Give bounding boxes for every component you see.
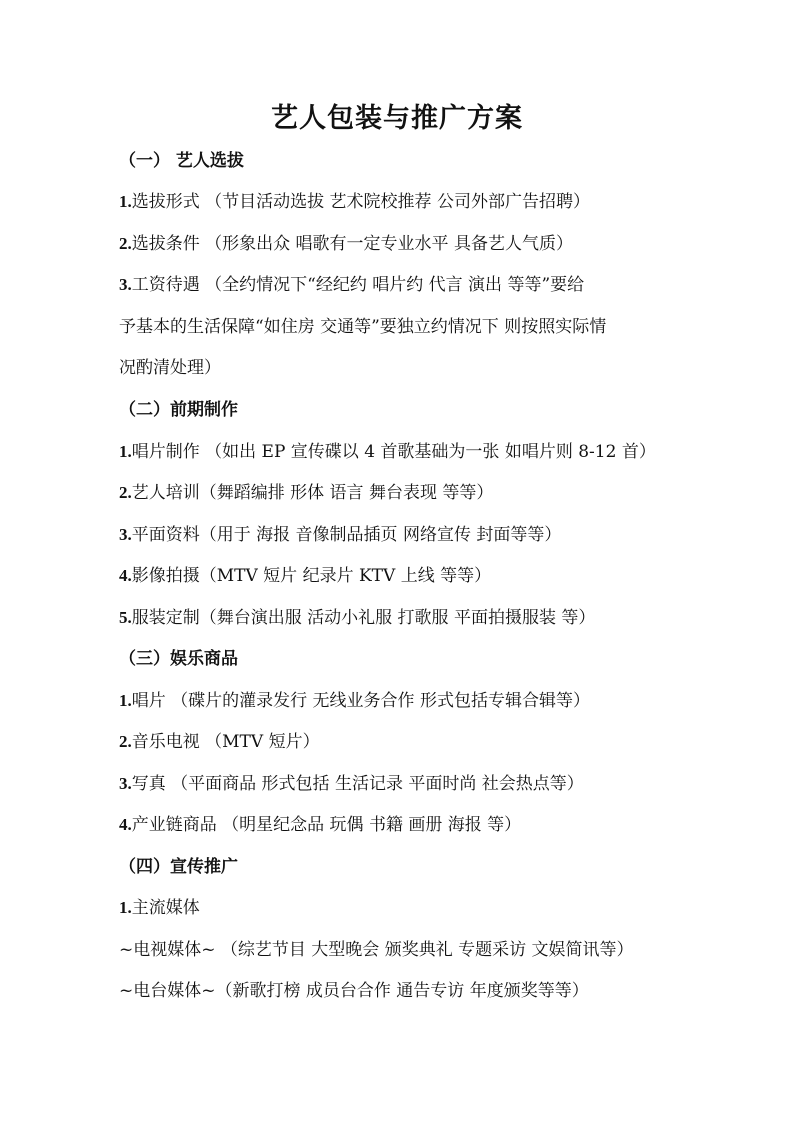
- section-heading-3: （三）娱乐商品: [119, 649, 238, 669]
- document-title: 艺人包装与推广方案: [271, 103, 523, 134]
- item-text: 选拔形式 （节目活动选拔 艺术院校推荐 公司外部广告招聘）: [131, 192, 590, 212]
- item-text: 唱片制作 （如出 EP 宣传碟以 4 首歌基础为一张 如唱片则 8-12 首）: [131, 442, 656, 462]
- list-item: [119, 232, 694, 256]
- item-text: 主流媒体: [131, 898, 200, 918]
- list-item: [119, 772, 694, 796]
- item-text: 选拔条件 （形象出众 唱歌有一定专业水平 具备艺人气质）: [131, 234, 573, 254]
- item-text: 音乐电视 （MTV 短片）: [131, 732, 320, 752]
- item-text: 产业链商品 （明星纪念品 玩偶 书籍 画册 海报 等）: [131, 815, 522, 835]
- list-item-continuation: 予基本的生活保障“如住房 交通等”要独立约情况下 则按照实际情: [119, 317, 607, 337]
- list-item-continuation: 况酌清处理）: [119, 358, 221, 378]
- list-item: [119, 606, 694, 630]
- item-text: 写真 （平面商品 形式包括 生活记录 平面时尚 社会热点等）: [131, 774, 584, 794]
- item-number: 3.: [119, 525, 132, 544]
- item-text: 平面资料（用于 海报 音像制品插页 网络宣传 封面等等）: [131, 525, 562, 545]
- list-item: ~电台媒体~（新歌打榜 成员台合作 通告专访 年度颁奖等等）: [119, 981, 589, 1001]
- item-number: 5.: [119, 608, 132, 627]
- list-item: [119, 896, 694, 920]
- list-item: [119, 440, 694, 464]
- item-number: 4.: [119, 815, 132, 834]
- list-item: [119, 813, 694, 837]
- item-number: 3.: [119, 275, 132, 294]
- item-number: 3.: [119, 774, 132, 793]
- item-text: 艺人培训（舞蹈编排 形体 语言 舞台表现 等等）: [131, 483, 494, 503]
- item-number: 1.: [119, 192, 132, 211]
- item-text: 服装定制（舞台演出服 活动小礼服 打歌服 平面拍摄服装 等）: [131, 608, 596, 628]
- section-heading-2: （二）前期制作: [119, 400, 238, 420]
- list-item: [119, 564, 694, 588]
- item-text: 唱片 （碟片的灌录发行 无线业务合作 形式包括专辑合辑等）: [131, 691, 590, 711]
- list-item: [119, 689, 694, 713]
- list-item: [119, 523, 694, 547]
- item-number: 1.: [119, 898, 132, 917]
- item-text: 影像拍摄（MTV 短片 纪录片 KTV 上线 等等）: [131, 566, 492, 586]
- list-item: [119, 190, 694, 214]
- item-text: 工资待遇 （全约情况下“经纪约 唱片约 代言 演出 等等”要给: [131, 275, 585, 295]
- section-heading-1: （一） 艺人选拔: [119, 151, 244, 171]
- list-item: [119, 481, 694, 505]
- section-heading-4: （四）宣传推广: [119, 857, 238, 877]
- item-number: 4.: [119, 566, 132, 585]
- item-number: 1.: [119, 442, 132, 461]
- list-item: ~电视媒体~ （综艺节目 大型晚会 颁奖典礼 专题采访 文娱简讯等）: [119, 940, 634, 960]
- item-number: 2.: [119, 732, 132, 751]
- item-number: 1.: [119, 691, 132, 710]
- item-number: 2.: [119, 234, 132, 253]
- list-item: [119, 730, 694, 754]
- list-item: [119, 273, 694, 297]
- item-number: 2.: [119, 483, 132, 502]
